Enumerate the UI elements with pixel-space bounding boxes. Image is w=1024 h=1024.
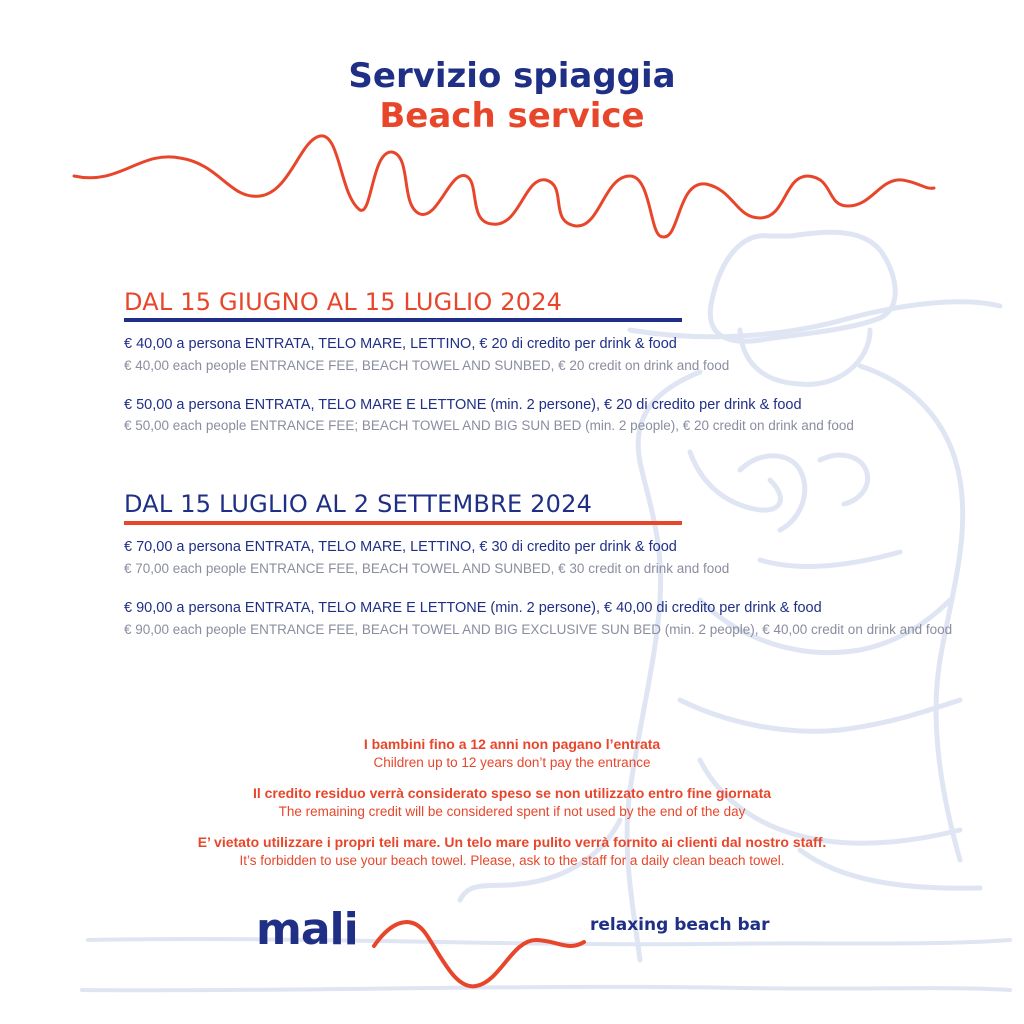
wave-squiggle-icon — [74, 136, 934, 237]
shoreline-lines-icon — [82, 939, 1010, 990]
brand-logo: mali — [256, 904, 358, 955]
note-children-italian: I bambini fino a 12 anni non pagano l’entrata — [363, 736, 661, 752]
note-towel-italian: E’ vietato utilizzare i propri teli mare. Un telo mare pulito verrà fornito ai clienti dal nostro staff. — [197, 834, 827, 850]
offer-1-italian: € 40,00 a persona ENTRATA, TELO MARE, LETTINO, € 20 di credito per drink & food — [124, 336, 677, 352]
offer-2-english: € 50,00 each people ENTRANCE FEE; BEACH TOWEL AND BIG SUN BED (min. 2 people), € 20 credit on drink and food — [124, 418, 854, 433]
offer-4-italian: € 90,00 a persona ENTRATA, TELO MARE E LETTONE (min. 2 persone), € 40,00 di credito per drink & food — [124, 600, 822, 616]
page-title-english: Beach service — [379, 96, 645, 136]
period-heading-1: DAL 15 GIUGNO AL 15 LUGLIO 2024 — [124, 288, 563, 316]
offer-3-english: € 70,00 each people ENTRANCE FEE, BEACH TOWEL AND SUNBED, € 30 credit on drink and food — [124, 561, 730, 576]
note-credit-english: The remaining credit will be considered spent if not used by the end of the day — [278, 804, 746, 819]
note-children-english: Children up to 12 years don’t pay the entrance — [373, 755, 651, 770]
note-towel-english: It’s forbidden to use your beach towel. Please, ask to the staff for a daily clean beach towel. — [239, 853, 785, 868]
brand-tagline: relaxing beach bar — [590, 915, 770, 935]
period-heading-2: DAL 15 LUGLIO AL 2 SETTEMBRE 2024 — [124, 490, 593, 518]
period-divider-1 — [124, 318, 682, 322]
offer-4-english: € 90,00 each people ENTRANCE FEE, BEACH TOWEL AND BIG EXCLUSIVE SUN BED (min. 2 people), € 40,00 credit on drink and food — [124, 622, 953, 637]
page-title-italian: Servizio spiaggia — [348, 56, 676, 96]
period-divider-2 — [124, 521, 682, 525]
offer-1-english: € 40,00 each people ENTRANCE FEE, BEACH TOWEL AND SUNBED, € 20 credit on drink and food — [124, 358, 730, 373]
offer-3-italian: € 70,00 a persona ENTRATA, TELO MARE, LETTINO, € 30 di credito per drink & food — [124, 539, 677, 555]
offer-2-italian: € 50,00 a persona ENTRATA, TELO MARE E LETTONE (min. 2 persone), € 20 di credito per drink & food — [124, 397, 802, 413]
logo-wave-icon — [374, 922, 584, 986]
note-credit-italian: Il credito residuo verrà considerato speso se non utilizzato entro fine giornata — [252, 785, 772, 801]
